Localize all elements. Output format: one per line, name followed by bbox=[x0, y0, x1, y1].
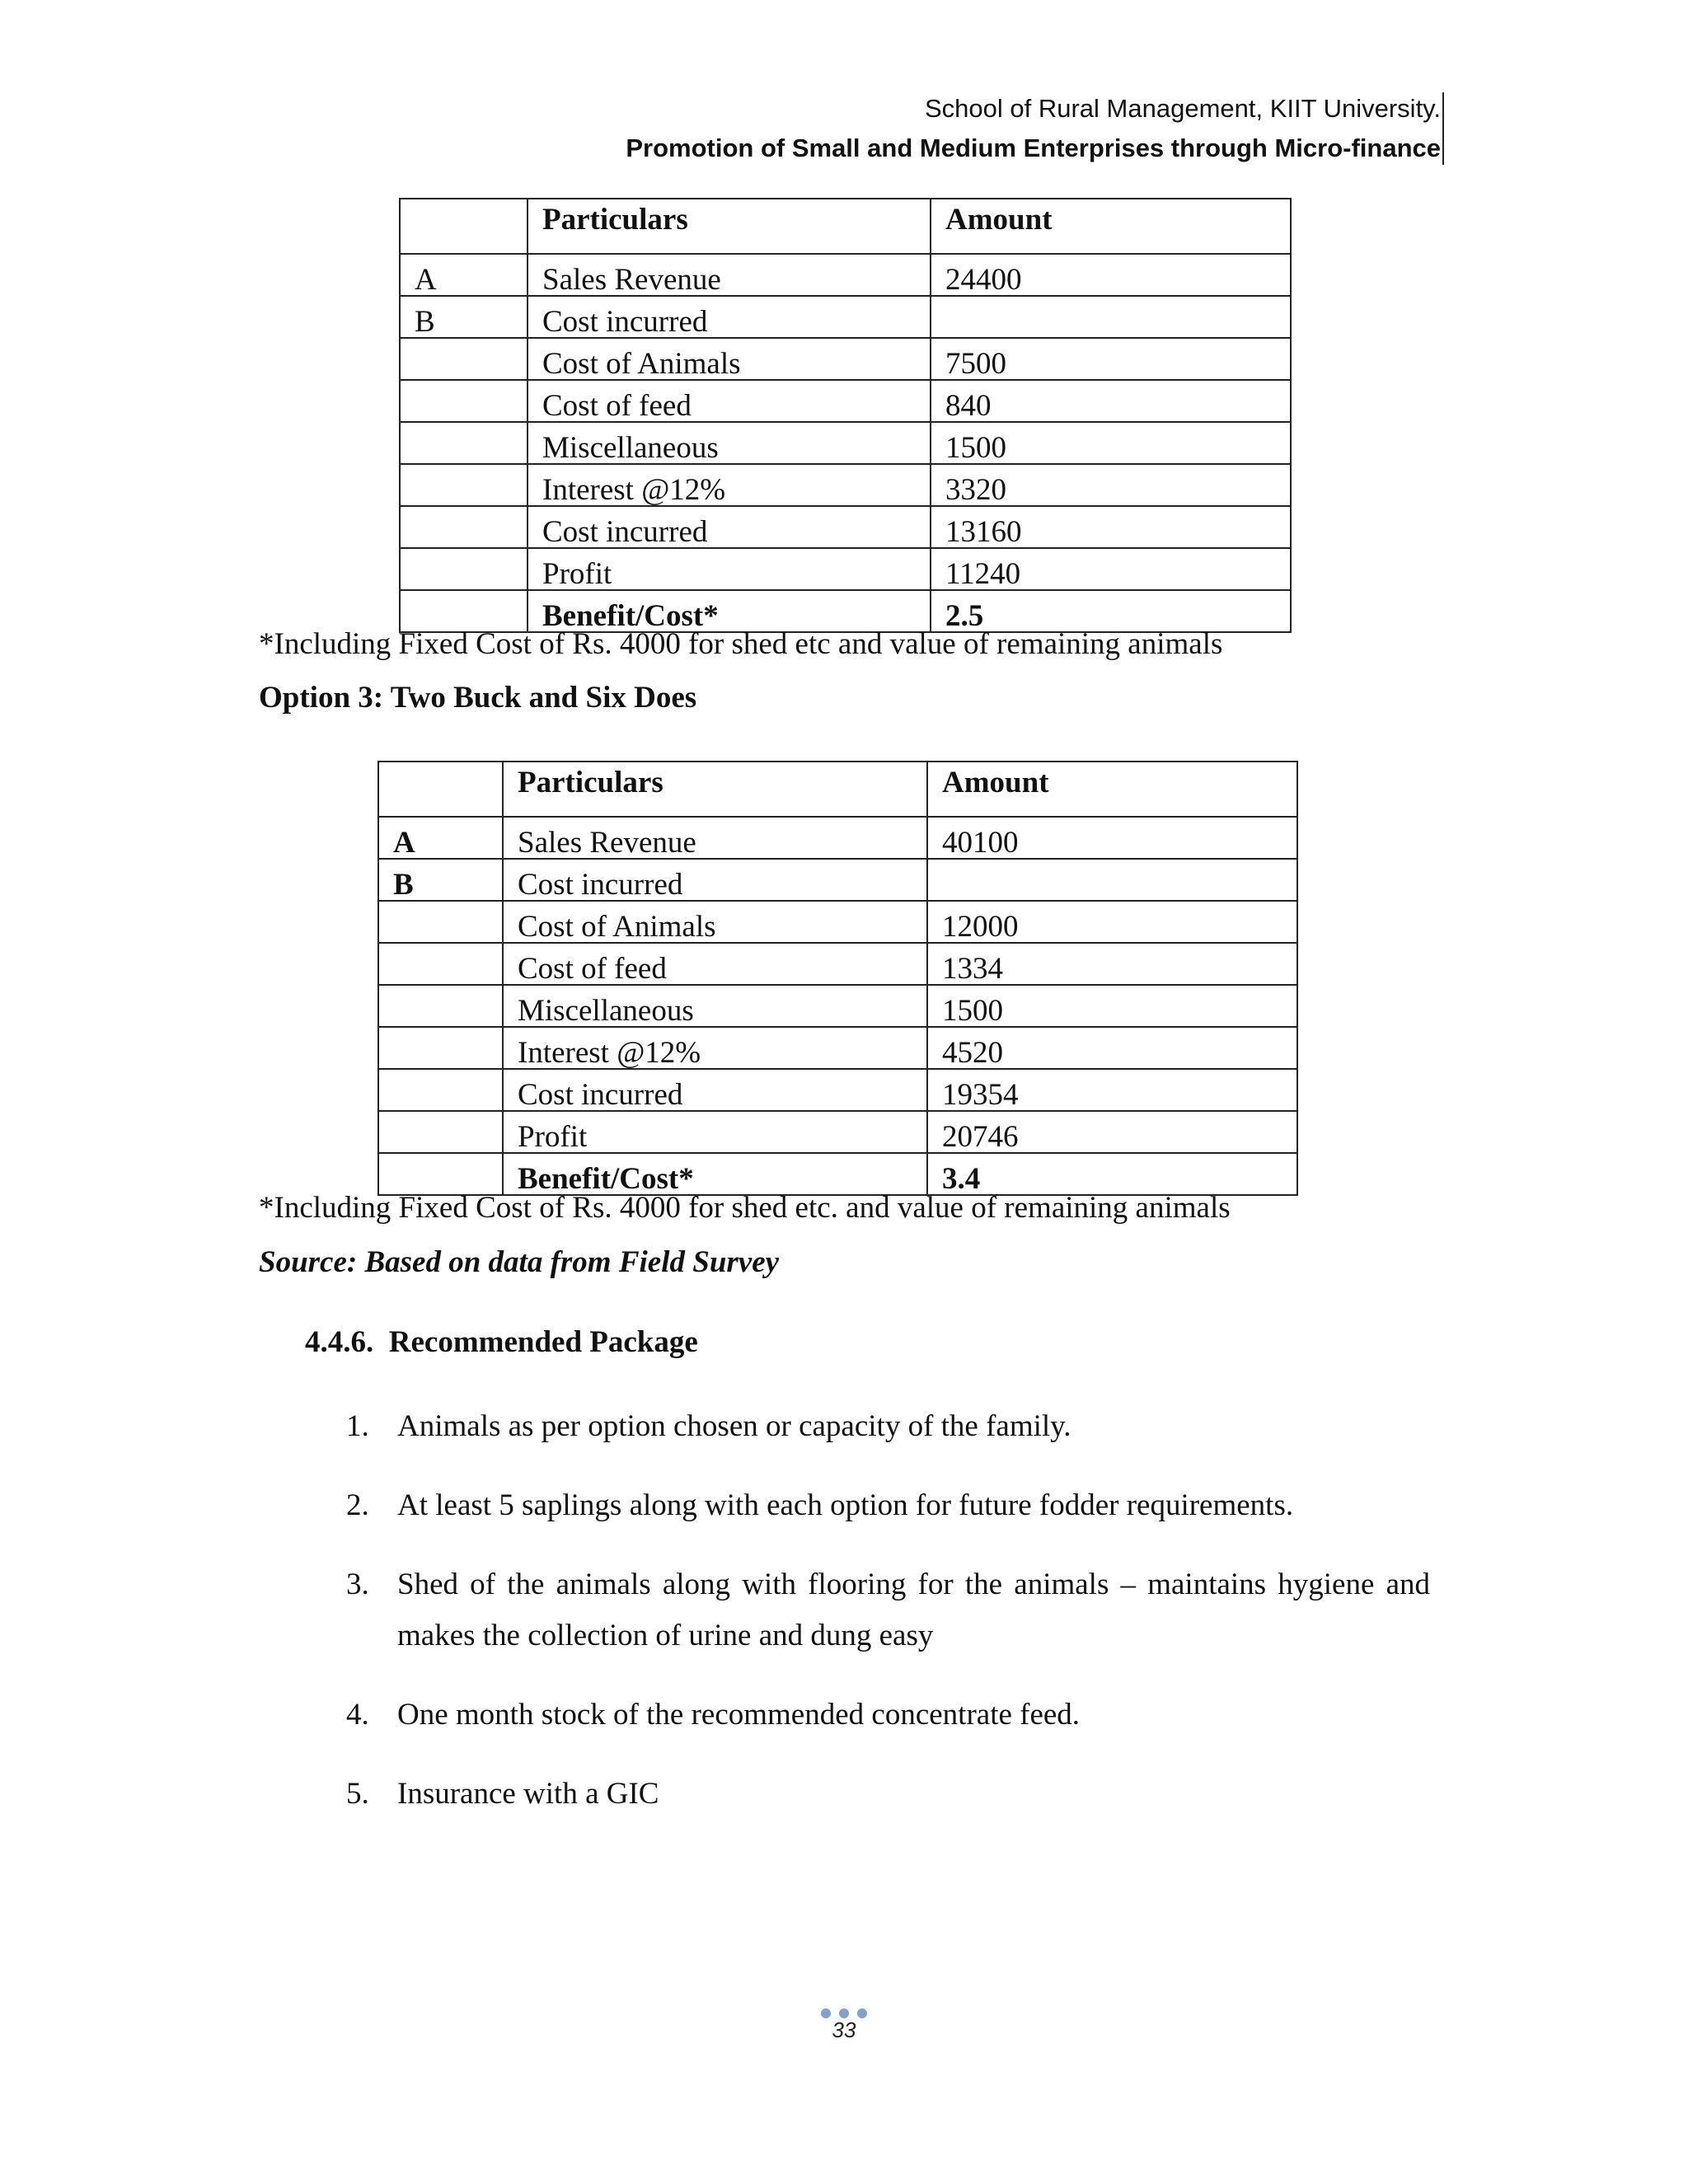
header-cell bbox=[378, 762, 503, 817]
row-amount: 24400 bbox=[931, 254, 1291, 296]
row-amount: 7500 bbox=[931, 338, 1291, 380]
row-particular: Cost incurred bbox=[503, 1069, 927, 1111]
row-particular: Sales Revenue bbox=[503, 817, 927, 859]
list-item-number: 3. bbox=[346, 1568, 369, 1601]
header-cell-particulars: Particulars bbox=[503, 762, 927, 817]
row-amount: 3320 bbox=[931, 464, 1291, 506]
row-label bbox=[378, 1069, 503, 1111]
page-header bbox=[626, 89, 1441, 168]
list-item bbox=[346, 1690, 1430, 1741]
row-label bbox=[378, 1111, 503, 1153]
list-item-text: Insurance with a GIC bbox=[397, 1777, 659, 1811]
header-cell-amount: Amount bbox=[931, 199, 1291, 254]
row-label bbox=[400, 506, 528, 548]
row-label: B bbox=[400, 296, 528, 338]
row-particular: Cost of Animals bbox=[528, 338, 931, 380]
section-heading bbox=[305, 1324, 698, 1360]
row-amount bbox=[931, 296, 1291, 338]
row-label bbox=[400, 548, 528, 590]
table-row bbox=[378, 1069, 1297, 1111]
row-particular: Cost incurred bbox=[528, 296, 931, 338]
section-title: Recommended Package bbox=[388, 1325, 698, 1359]
list-item-number: 5. bbox=[346, 1777, 369, 1811]
row-particular: Cost of feed bbox=[528, 380, 931, 422]
table-row bbox=[378, 817, 1297, 859]
row-label bbox=[378, 943, 503, 985]
table-row bbox=[400, 548, 1291, 590]
row-amount: 13160 bbox=[931, 506, 1291, 548]
row-amount: 3.4 bbox=[927, 1153, 1297, 1195]
table1-footnote: *Including Fixed Cost of Rs. 4000 for shed etc and value of remaining animals bbox=[259, 627, 1223, 661]
table-row bbox=[378, 985, 1297, 1027]
row-label bbox=[378, 985, 503, 1027]
row-amount: 1500 bbox=[931, 422, 1291, 464]
section-number: 4.4.6. bbox=[305, 1325, 374, 1359]
table-row bbox=[400, 338, 1291, 380]
option3-cost-benefit-table bbox=[377, 761, 1298, 1196]
list-item-number: 2. bbox=[346, 1488, 369, 1522]
header-cell-amount: Amount bbox=[927, 762, 1297, 817]
table-header-row bbox=[400, 199, 1291, 254]
header-cell bbox=[400, 199, 528, 254]
row-particular: Cost incurred bbox=[503, 859, 927, 901]
row-particular: Cost of feed bbox=[503, 943, 927, 985]
list-item-text: Animals as per option chosen or capacity of the family. bbox=[397, 1409, 1071, 1443]
row-label bbox=[400, 338, 528, 380]
header-divider bbox=[1442, 92, 1444, 165]
row-amount: 4520 bbox=[927, 1027, 1297, 1069]
row-particular: Miscellaneous bbox=[503, 985, 927, 1027]
row-particular: Interest @12% bbox=[503, 1027, 927, 1069]
row-amount: 40100 bbox=[927, 817, 1297, 859]
table-row-benefit-cost bbox=[378, 1153, 1297, 1195]
row-label bbox=[378, 1027, 503, 1069]
row-amount: 1500 bbox=[927, 985, 1297, 1027]
table-row bbox=[378, 901, 1297, 943]
row-amount: 19354 bbox=[927, 1069, 1297, 1111]
row-amount: 12000 bbox=[927, 901, 1297, 943]
row-label: A bbox=[378, 817, 503, 859]
table-row bbox=[378, 1111, 1297, 1153]
row-amount: 2.5 bbox=[931, 590, 1291, 632]
row-amount bbox=[927, 859, 1297, 901]
option2-cost-benefit-table bbox=[399, 198, 1292, 633]
list-item-number: 4. bbox=[346, 1698, 369, 1732]
row-particular: Sales Revenue bbox=[528, 254, 931, 296]
list-item-text: At least 5 saplings along with each option for future fodder requirements. bbox=[397, 1488, 1294, 1522]
row-amount: 11240 bbox=[931, 548, 1291, 590]
recommended-package-list bbox=[346, 1401, 1430, 1848]
table-row bbox=[400, 506, 1291, 548]
table-row bbox=[378, 859, 1297, 901]
table2-footnote: *Including Fixed Cost of Rs. 4000 for shed etc. and value of remaining animals bbox=[259, 1191, 1231, 1225]
row-particular: Benefit/Cost* bbox=[528, 590, 931, 632]
list-item bbox=[346, 1769, 1430, 1820]
row-amount: 20746 bbox=[927, 1111, 1297, 1153]
row-particular: Profit bbox=[503, 1111, 927, 1153]
row-label bbox=[378, 901, 503, 943]
row-particular: Profit bbox=[528, 548, 931, 590]
table-row bbox=[400, 464, 1291, 506]
table-header-row bbox=[378, 762, 1297, 817]
list-item-number: 1. bbox=[346, 1409, 369, 1443]
table-row bbox=[400, 254, 1291, 296]
row-label: A bbox=[400, 254, 528, 296]
row-label bbox=[400, 422, 528, 464]
table-row bbox=[400, 296, 1291, 338]
row-particular: Benefit/Cost* bbox=[503, 1153, 927, 1195]
table-row bbox=[400, 422, 1291, 464]
row-particular: Cost incurred bbox=[528, 506, 931, 548]
page-number: 33 bbox=[832, 2018, 856, 2042]
list-item-text: Shed of the animals along with flooring for the animals – maintains hygiene and makes the collection of urine and dung easy bbox=[397, 1568, 1430, 1652]
header-document-title: Promotion of Small and Medium Enterprises through Micro-finance bbox=[626, 134, 1441, 162]
option3-heading: Option 3: Two Buck and Six Does bbox=[259, 681, 697, 715]
row-amount: 1334 bbox=[927, 943, 1297, 985]
row-particular: Miscellaneous bbox=[528, 422, 931, 464]
row-label bbox=[378, 1153, 503, 1195]
row-label bbox=[400, 380, 528, 422]
list-item bbox=[346, 1401, 1430, 1452]
header-cell-particulars: Particulars bbox=[528, 199, 931, 254]
list-item bbox=[346, 1480, 1430, 1531]
list-item bbox=[346, 1559, 1430, 1661]
row-particular: Cost of Animals bbox=[503, 901, 927, 943]
row-particular: Interest @12% bbox=[528, 464, 931, 506]
row-label bbox=[400, 464, 528, 506]
row-amount: 840 bbox=[931, 380, 1291, 422]
row-label: B bbox=[378, 859, 503, 901]
list-item-text: One month stock of the recommended concentrate feed. bbox=[397, 1698, 1081, 1732]
source-note: Source: Based on data from Field Survey bbox=[259, 1245, 780, 1279]
table-row bbox=[378, 1027, 1297, 1069]
table-row bbox=[400, 380, 1291, 422]
header-institution: School of Rural Management, KIIT University. bbox=[924, 94, 1441, 123]
table-row bbox=[378, 943, 1297, 985]
